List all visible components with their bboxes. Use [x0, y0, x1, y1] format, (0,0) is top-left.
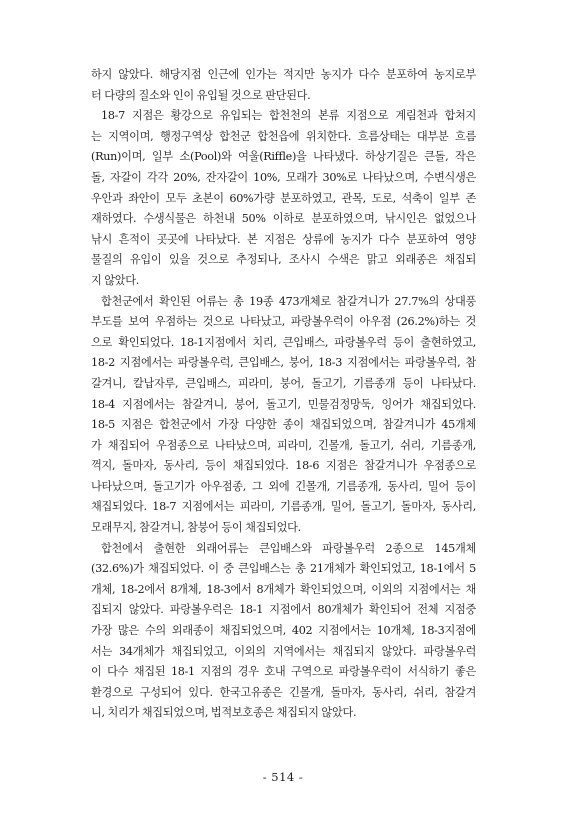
text-line: 이 다수 채집된 18-1 지점의 경우 호내 구역으로 파랑볼우럭이 서식하기 좋은 [91, 665, 476, 679]
text-line: 채집되었다. 18-7 지점에서는 피라미, 기름종개, 밀어, 돌고기, 돌마자, 동사리, [91, 500, 476, 514]
page-number: - 514 - [262, 770, 304, 784]
text-line: 18-4 지점에서는 참갈겨니, 붕어, 돌고기, 민물검정망둑, 잉어가 채집되었다. [91, 397, 476, 411]
text-line: 지 않았다. [91, 273, 140, 287]
text-line: (Run)이며, 일부 소(Pool)와 여울(Riffle)을 나타냈다. 하상기질은 큰돌, 작은 [91, 150, 476, 164]
text-line: 꺽지, 돌마자, 동사리, 등이 채집되었다. 18-6 지점은 참갈겨니가 우점종으로 [91, 459, 476, 473]
paragraph [91, 106, 476, 291]
paragraph [91, 292, 476, 539]
text-line: 돌, 자갈이 각각 20%, 잔자갈이 10%, 모래가 30%로 나타났으며, 수변식생은 [91, 170, 476, 184]
text-line: 낚시 흔적이 곳곳에 나타났다. 본 지점은 상류에 농지가 다수 분포하여 영양 [91, 232, 476, 246]
text-line: 갈겨니, 칼납자루, 큰입배스, 피라미, 붕어, 돌고기, 기름종개 등이 나타났다. [91, 376, 476, 390]
text-line: 으로 확인되었다. 18-1지점에서 치리, 큰입배스, 파랑볼우럭 등이 출현하였고, [91, 335, 476, 349]
text-line: 부도를 보여 우점하는 것으로 나타났고, 파랑볼우럭이 아우점 (26.2%)하는 것 [91, 315, 476, 329]
text-line: 집되지 않았다. 파랑볼우럭은 18-1 지점에서 80개체가 확인되어 전체 지점중 [91, 603, 476, 617]
text-line: (32.6%)가 채집되었다. 이 중 큰입배스는 총 21개체가 확인되었고, 18-1에서 5 [91, 562, 476, 576]
text-line: 터 다량의 질소와 인이 유입될 것으로 판단된다. [91, 88, 311, 102]
paragraph [91, 65, 476, 106]
text-line: 나타났으며, 돌고기가 아우점종, 그 외에 긴몰개, 기름종개, 동사리, 밀어 등이 [91, 479, 476, 493]
text-line: 는 지역이며, 행정구역상 합천군 합천읍에 위치한다. 흐름상태는 대부분 흐름 [91, 129, 476, 143]
text-line: 가장 많은 수의 외래종이 채집되었으며, 402 지점에서는 10개체, 18-3지점에 [91, 624, 476, 638]
text-line: 18-2 지점에서는 파랑볼우럭, 큰입배스, 붕어, 18-3 지점에서는 파랑볼우럭, 참 [91, 356, 476, 370]
text-line: 재하였다. 수생식물은 하천내 50% 이하로 분포하였으며, 낚시인은 없었으나 [91, 212, 476, 226]
text-line: 니, 치리가 채집되었으며, 법적보호종은 채집되지 않았다. [91, 706, 357, 720]
body-text [91, 65, 476, 724]
text-line: 물질의 유입이 있을 것으로 추정되나, 조사시 수색은 맑고 외래종은 채집되 [91, 253, 476, 267]
text-line: 하지 않았다. 해당지점 인근에 인가는 적지만 농지가 다수 분포하여 농지로부 [91, 68, 476, 81]
text-line: 합천군에서 확인된 어류는 총 19종 473개체로 참갈겨니가 27.7%의 상대풍 [101, 294, 476, 308]
text-line: 모래무지, 참갈겨니, 참붕어 등이 채집되었다. [91, 521, 301, 535]
text-line: 합천에서 출현한 외래어류는 큰입배스와 파랑볼우럭 2종으로 145개체 [101, 541, 476, 555]
text-line: 18-5 지점은 합천군에서 가장 다양한 종이 채집되었으며, 참갈겨니가 45개체 [91, 418, 476, 432]
text-line: 가 채집되어 우점종으로 나타났으며, 피라미, 긴몰개, 돌고기, 쉬리, 기름종개, [91, 438, 476, 452]
text-line: 환경으로 구성되어 있다. 한국고유종은 긴몰개, 돌마자, 동사리, 쉬리, 참갈겨 [91, 685, 476, 699]
paragraph [91, 539, 476, 724]
text-line: 서는 34개체가 채집되었고, 이외의 지역에서는 채집되지 않았다. 파랑볼우럭 [91, 644, 476, 658]
text-line: 개체, 18-2에서 8개체, 18-3에서 8개체가 확인되었으며, 이외의 지점에서는 채 [91, 582, 476, 596]
text-line: 우안과 좌안이 모두 초본이 60%가량 분포하였고, 관목, 도로, 석축이 일부 존 [91, 191, 476, 205]
text-line: 18-7 지점은 황강으로 유입되는 합천천의 본류 지점으로 계림천과 합쳐지 [101, 109, 476, 123]
